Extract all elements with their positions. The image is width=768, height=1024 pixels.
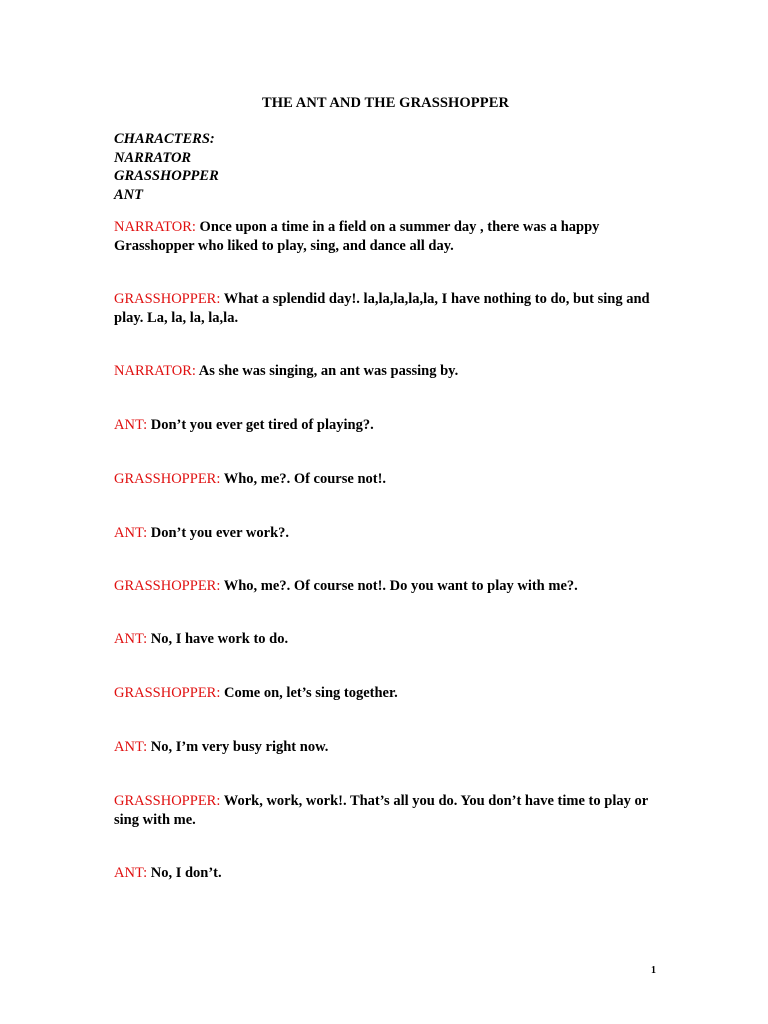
dialogue-text: Who, me?. Of course not!. Do you want to play with me?.	[220, 578, 578, 594]
dialogue-line	[114, 577, 654, 596]
dialogue-text: No, I’m very busy right now.	[147, 739, 329, 755]
speaker-label: ANT:	[114, 739, 148, 755]
dialogue-text: As she was singing, an ant was passing by.	[195, 363, 459, 379]
dialogue-line	[114, 684, 654, 703]
dialogue-line	[114, 218, 654, 255]
dialogue-line	[114, 470, 654, 489]
dialogue-line	[114, 416, 654, 435]
dialogue-text: What a splendid day!. la,la,la,la,la, I have nothing to do, but sing and play. La, la, la, la,la.	[114, 291, 650, 326]
dialogue-text: No, I don’t.	[147, 865, 222, 881]
dialogue-line	[114, 630, 654, 649]
dialogue-line	[114, 738, 654, 757]
speaker-label: GRASSHOPPER:	[114, 291, 221, 307]
dialogue-line	[114, 524, 654, 543]
speaker-label: ANT:	[114, 865, 148, 881]
speaker-label: ANT:	[114, 631, 148, 647]
character-grasshopper: GRASSHOPPER	[114, 168, 219, 184]
dialogue-text: Work, work, work!. That’s all you do. You don’t have time to play or sing with me.	[114, 793, 648, 828]
characters-list	[114, 130, 219, 204]
dialogue-text: Don’t you ever work?.	[147, 525, 290, 541]
dialogue-text: Don’t you ever get tired of playing?.	[147, 417, 374, 433]
speaker-label: NARRATOR:	[114, 219, 196, 235]
dialogue-text: Who, me?. Of course not!.	[220, 471, 387, 487]
page-number: 1	[651, 965, 656, 976]
dialogue-text: Come on, let’s sing together.	[220, 685, 398, 701]
dialogue-line	[114, 290, 654, 327]
speaker-label: ANT:	[114, 417, 148, 433]
speaker-label: GRASSHOPPER:	[114, 793, 221, 809]
speaker-label: NARRATOR:	[114, 363, 196, 379]
dialogue-line	[114, 792, 654, 829]
characters-heading: CHARACTERS:	[114, 131, 215, 147]
dialogue-line	[114, 864, 654, 883]
speaker-label: GRASSHOPPER:	[114, 685, 221, 701]
speaker-label: GRASSHOPPER:	[114, 578, 221, 594]
dialogue-text: No, I have work to do.	[147, 631, 289, 647]
character-ant: ANT	[114, 186, 143, 203]
dialogue-line	[114, 362, 654, 381]
speaker-label: GRASSHOPPER:	[114, 471, 221, 487]
speaker-label: ANT:	[114, 525, 148, 541]
dialogue-text: Once upon a time in a field on a summer day , there was a happy Grasshopper who liked to play, sing, and dance all day.	[114, 219, 600, 254]
document-title: THE ANT AND THE GRASSHOPPER	[261, 95, 510, 111]
character-narrator: NARRATOR	[114, 149, 192, 166]
